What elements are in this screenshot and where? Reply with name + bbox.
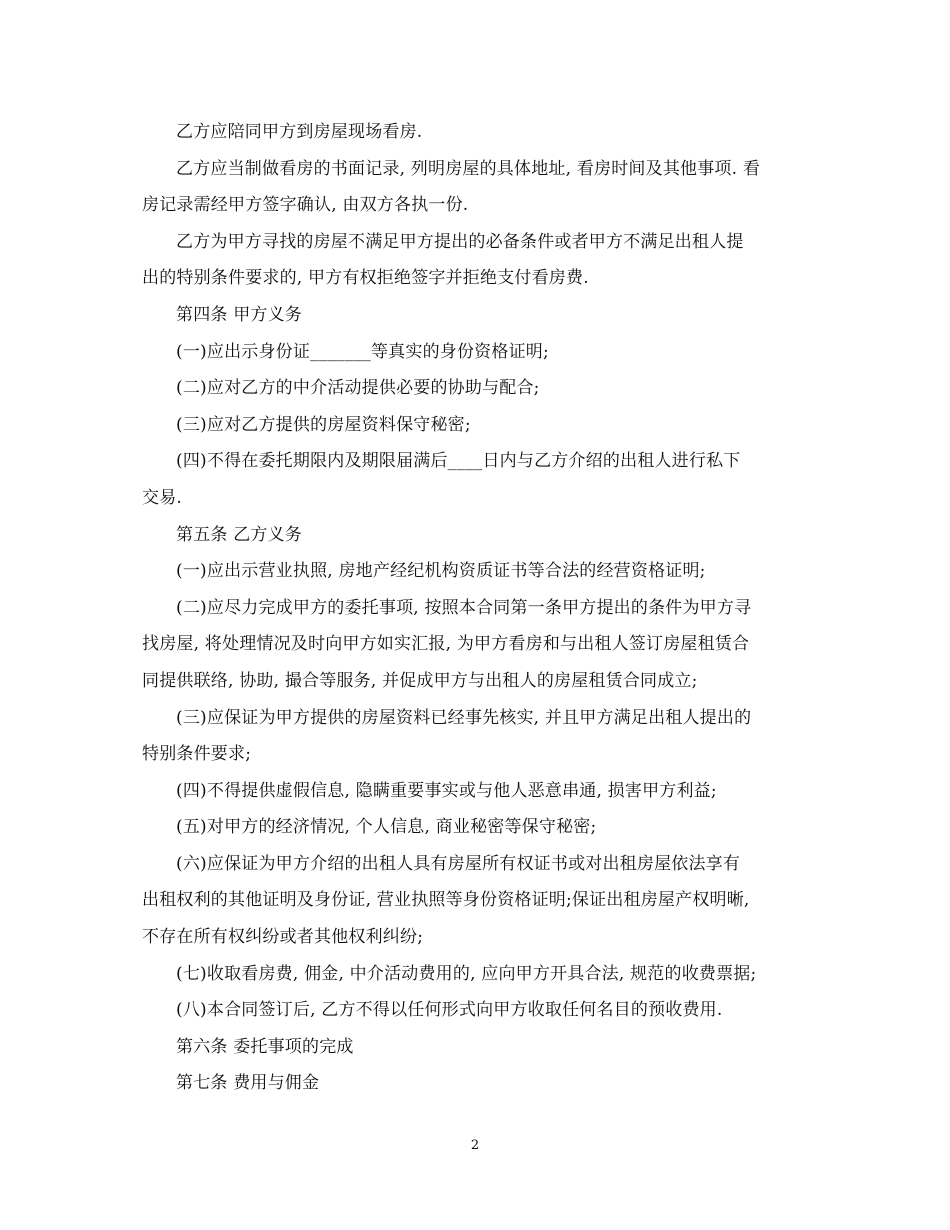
paragraph-line: 找房屋, 将处理情况及时向甲方如实汇报, 为甲方看房和与出租人签订房屋租赁合	[142, 634, 750, 655]
paragraph-line: (六)应保证为甲方介绍的出租人具有房屋所有权证书或对出租房屋依法享有	[176, 853, 741, 874]
paragraph-line: (一)应出示身份证_______等真实的身份资格证明;	[176, 341, 549, 362]
paragraph-line: 出的特别条件要求的, 甲方有权拒绝签字并拒绝支付看房费.	[142, 268, 589, 289]
page-number: 2	[470, 1138, 480, 1153]
paragraph-line: 乙方为甲方寻找的房屋不满足甲方提出的必备条件或者甲方不满足出租人提	[176, 231, 744, 252]
paragraph-line: (三)应保证为甲方提供的房屋资料已经事先核实, 并且甲方满足出租人提出的	[176, 707, 752, 728]
paragraph-line: 乙方应当制做看房的书面记录, 列明房屋的具体地址, 看房时间及其他事项. 看	[176, 158, 761, 179]
paragraph-line: 特别条件要求;	[142, 744, 252, 765]
section-heading: 第五条 乙方义务	[176, 524, 303, 545]
paragraph-line: 房记录需经甲方签字确认, 由双方各执一份.	[142, 195, 469, 216]
paragraph-line: (四)不得在委托期限内及期限届满后____日内与乙方介绍的出租人进行私下	[176, 451, 741, 472]
section-heading: 第七条 费用与佣金	[176, 1073, 320, 1094]
paragraph-line: (二)应对乙方的中介活动提供必要的协助与配合;	[176, 378, 540, 399]
document-body	[142, 114, 810, 1102]
paragraph-line: 乙方应陪同甲方到房屋现场看房.	[176, 122, 423, 142]
paragraph-line: (八)本合同签订后, 乙方不得以任何形式向甲方收取任何名目的预收费用.	[176, 1000, 723, 1021]
paragraph-line: 同提供联络, 协助, 撮合等服务, 并促成甲方与出租人的房屋租赁合同成立;	[142, 670, 698, 691]
paragraph-line: (四)不得提供虚假信息, 隐瞒重要事实或与他人恶意串通, 损害甲方利益;	[176, 780, 717, 801]
paragraph-line: 交易.	[142, 487, 183, 508]
paragraph-line: (七)收取看房费, 佣金, 中介活动费用的, 应向甲方开具合法, 规范的收费票据;	[176, 963, 757, 984]
paragraph-line: 不存在所有权纠纷或者其他权利纠纷;	[142, 927, 424, 948]
section-heading: 第六条 委托事项的完成	[176, 1036, 354, 1057]
paragraph-line: (五)对甲方的经济情况, 个人信息, 商业秘密等保守秘密;	[176, 817, 597, 838]
section-heading: 第四条 甲方义务	[176, 304, 303, 325]
paragraph-line: (一)应出示营业执照, 房地产经纪机构资质证书等合法的经营资格证明;	[176, 561, 706, 582]
paragraph-line: (二)应尽力完成甲方的委托事项, 按照本合同第一条甲方提出的条件为甲方寻	[176, 597, 752, 618]
paragraph-line: (三)应对乙方提供的房屋资料保守秘密;	[176, 414, 471, 435]
paragraph-line: 出租权利的其他证明及身份证, 营业执照等身份资格证明;保证出租房屋产权明晰,	[142, 890, 750, 911]
